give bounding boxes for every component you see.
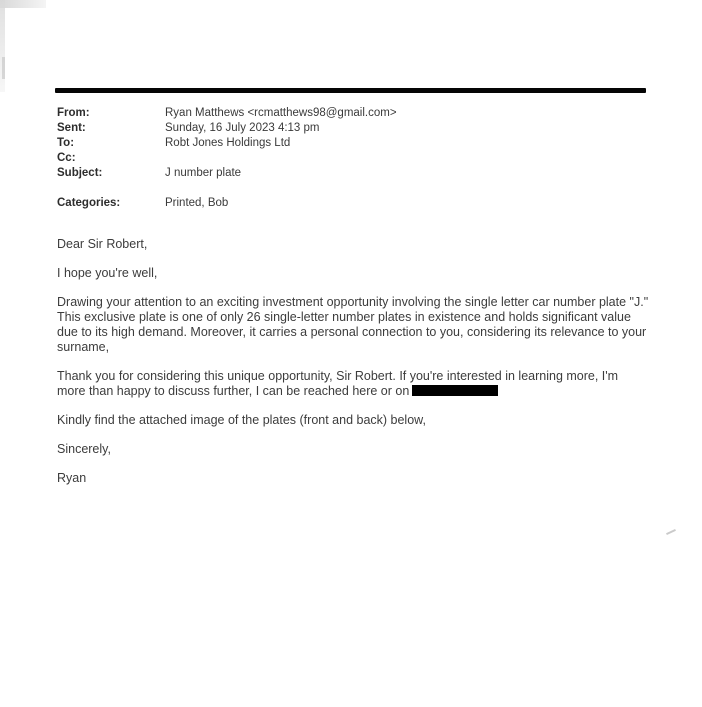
header-label-to: To: bbox=[57, 137, 75, 149]
scan-artifact-top-edge bbox=[0, 0, 46, 8]
email-body bbox=[57, 237, 649, 500]
header-value-to: Robt Jones Holdings Ltd bbox=[165, 137, 291, 149]
closing-line: Sincerely, bbox=[57, 442, 111, 456]
header-divider-bar bbox=[55, 88, 646, 93]
header-value-subject: J number plate bbox=[165, 167, 242, 179]
header-field-cc bbox=[57, 151, 397, 166]
paragraph-attachment-note: Kindly find the attached image of the plates (front and back) below, bbox=[57, 413, 426, 427]
header-label-categories: Categories: bbox=[57, 197, 121, 209]
scan-artifact-left-tick bbox=[2, 57, 5, 79]
signature-name: Ryan bbox=[57, 471, 87, 485]
header-value-from: Ryan Matthews <rcmatthews98@gmail.com> bbox=[165, 107, 397, 119]
header-field-categories bbox=[57, 196, 397, 211]
header-label-cc: Cc: bbox=[57, 152, 76, 164]
header-label-from: From: bbox=[57, 107, 90, 119]
header-field-subject bbox=[57, 166, 397, 181]
header-value-categories: Printed, Bob bbox=[165, 197, 229, 209]
paragraph-investment-pitch: Drawing your attention to an exciting investment opportunity involving the single letter car number plate "J." This exclusive plate is one of only 26 single-letter number plates in existence and holds significant value due to its high demand. Moreover, it carries a personal connection to you, considering its relevance to your surname, bbox=[57, 295, 649, 354]
header-value-sent: Sunday, 16 July 2023 4:13 pm bbox=[165, 122, 320, 134]
paragraph-contact bbox=[57, 369, 649, 399]
scan-artifact-left-edge bbox=[0, 0, 5, 92]
header-field-from bbox=[57, 106, 397, 121]
paragraph-contact-text: Thank you for considering this unique opportunity, Sir Robert. If you're interested in learning more, I'm more than happy to discuss further, I can be reached here or on bbox=[57, 369, 619, 398]
greeting-line: Dear Sir Robert, bbox=[57, 237, 148, 251]
header-label-subject: Subject: bbox=[57, 167, 103, 179]
header-field-to bbox=[57, 136, 397, 151]
scan-artifact-right-tick bbox=[666, 529, 676, 535]
email-header bbox=[57, 106, 397, 211]
redacted-phone-number bbox=[412, 385, 498, 396]
header-label-sent: Sent: bbox=[57, 122, 86, 134]
opening-line: I hope you're well, bbox=[57, 266, 158, 280]
header-field-sent bbox=[57, 121, 397, 136]
